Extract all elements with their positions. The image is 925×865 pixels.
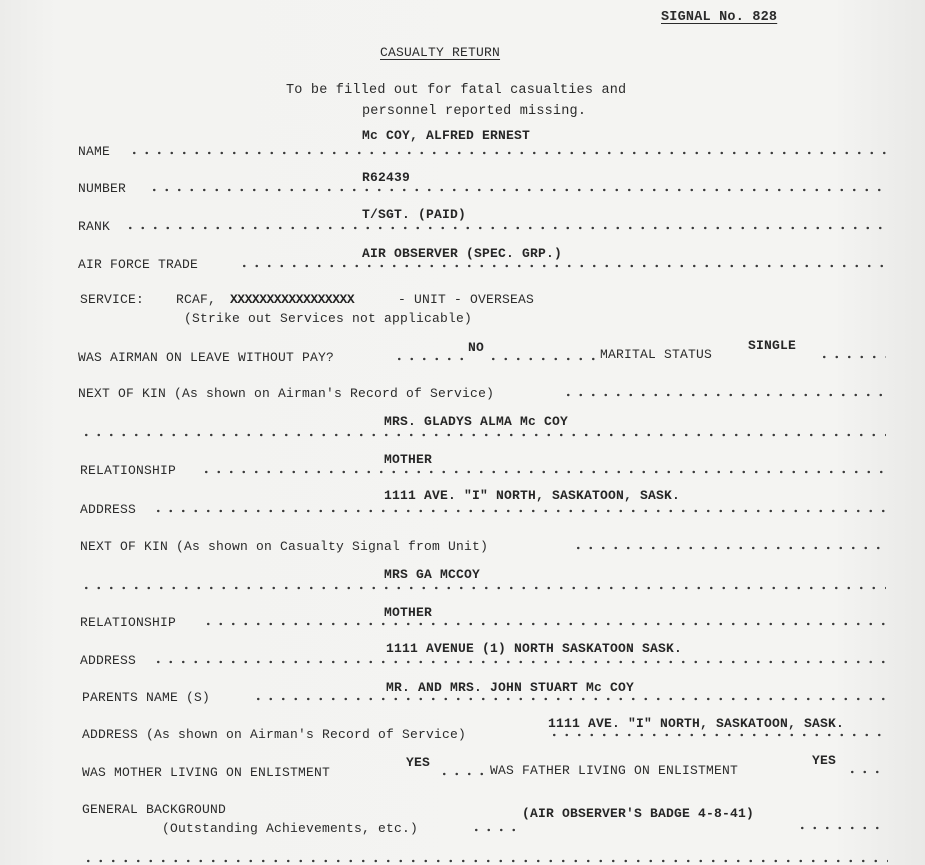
mother-value: YES	[406, 755, 431, 770]
dotted-leader	[200, 470, 884, 474]
form-title: CASUALTY RETURN	[380, 45, 501, 60]
rel2-value: MOTHER	[384, 605, 433, 620]
rel2-label: RELATIONSHIP	[80, 615, 177, 630]
background-label: GENERAL BACKGROUND	[82, 802, 227, 817]
background-value: (AIR OBSERVER'S BADGE 4-8-41)	[522, 806, 755, 821]
addr1-value: 1111 AVE. "I" NORTH, SASKATOON, SASK.	[384, 488, 681, 503]
background-sublabel: (Outstanding Achievements, etc.)	[162, 821, 419, 836]
dotted-leader	[818, 355, 886, 359]
subtitle-line-2: personnel reported missing.	[362, 104, 587, 119]
signal-number: SIGNAL No. 828	[661, 10, 778, 25]
dotted-leader	[548, 733, 888, 737]
dotted-leader	[124, 226, 888, 230]
service-rcaf: RCAF,	[176, 292, 217, 307]
leave-value: NO	[468, 340, 485, 355]
service-unit: - UNIT - OVERSEAS	[398, 292, 535, 307]
dotted-leader	[82, 859, 888, 863]
dotted-leader	[393, 357, 469, 361]
dotted-leader	[796, 826, 886, 830]
dotted-leader	[846, 770, 886, 774]
number-label: NUMBER	[78, 181, 127, 196]
nok2-name: MRS GA MCCOY	[384, 567, 481, 582]
trade-label: AIR FORCE TRADE	[78, 257, 199, 272]
marital-value: SINGLE	[748, 338, 797, 353]
dotted-leader	[438, 772, 488, 776]
addr2-label: ADDRESS	[80, 653, 137, 668]
number-value: R62439	[362, 170, 411, 185]
name-label: NAME	[78, 144, 111, 159]
nok2-label: NEXT OF KIN (As shown on Casualty Signal from Unit)	[80, 539, 489, 554]
dotted-leader	[238, 264, 890, 268]
dotted-leader	[152, 660, 886, 664]
dotted-leader	[572, 546, 886, 550]
service-struck-out: XXXXXXXXXXXXXXXXX	[230, 292, 355, 307]
parents-value: MR. AND MRS. JOHN STUART Mc COY	[386, 680, 635, 695]
rank-label: RANK	[78, 219, 111, 234]
nok1-label: NEXT OF KIN (As shown on Airman's Record of Service)	[78, 386, 495, 401]
father-value: YES	[812, 753, 837, 768]
marital-label: MARITAL STATUS	[600, 347, 713, 362]
dotted-leader	[80, 433, 886, 437]
subtitle-line-1: To be filled out for fatal casualties and	[286, 83, 627, 98]
service-label: SERVICE:	[80, 292, 145, 307]
dotted-leader	[252, 697, 886, 701]
dotted-leader	[562, 393, 886, 397]
dotted-leader	[470, 828, 520, 832]
leave-label: WAS AIRMAN ON LEAVE WITHOUT PAY?	[78, 350, 335, 365]
mother-label: WAS MOTHER LIVING ON ENLISTMENT	[82, 765, 331, 780]
rel1-value: MOTHER	[384, 452, 433, 467]
father-label: WAS FATHER LIVING ON ENLISTMENT	[490, 763, 739, 778]
trade-value: AIR OBSERVER (SPEC. GRP.)	[362, 246, 563, 261]
parents-label: PARENTS NAME (S)	[82, 690, 211, 705]
rank-value: T/SGT. (PAID)	[362, 207, 467, 222]
service-note: (Strike out Services not applicable)	[184, 311, 473, 326]
name-value: Mc COY, ALFRED ERNEST	[362, 128, 531, 143]
rel1-label: RELATIONSHIP	[80, 463, 177, 478]
dotted-leader	[148, 188, 888, 192]
dotted-leader	[80, 586, 886, 590]
dotted-leader	[487, 357, 595, 361]
nok1-name: MRS. GLADYS ALMA Mc COY	[384, 414, 569, 429]
dotted-leader	[202, 622, 886, 626]
addr3-value: 1111 AVE. "I" NORTH, SASKATOON, SASK.	[548, 716, 845, 731]
dotted-leader	[152, 509, 886, 513]
addr1-label: ADDRESS	[80, 502, 137, 517]
addr3-label: ADDRESS (As shown on Airman's Record of Service)	[82, 727, 467, 742]
dotted-leader	[128, 151, 888, 155]
addr2-value: 1111 AVENUE (1) NORTH SASKATOON SASK.	[386, 641, 683, 656]
